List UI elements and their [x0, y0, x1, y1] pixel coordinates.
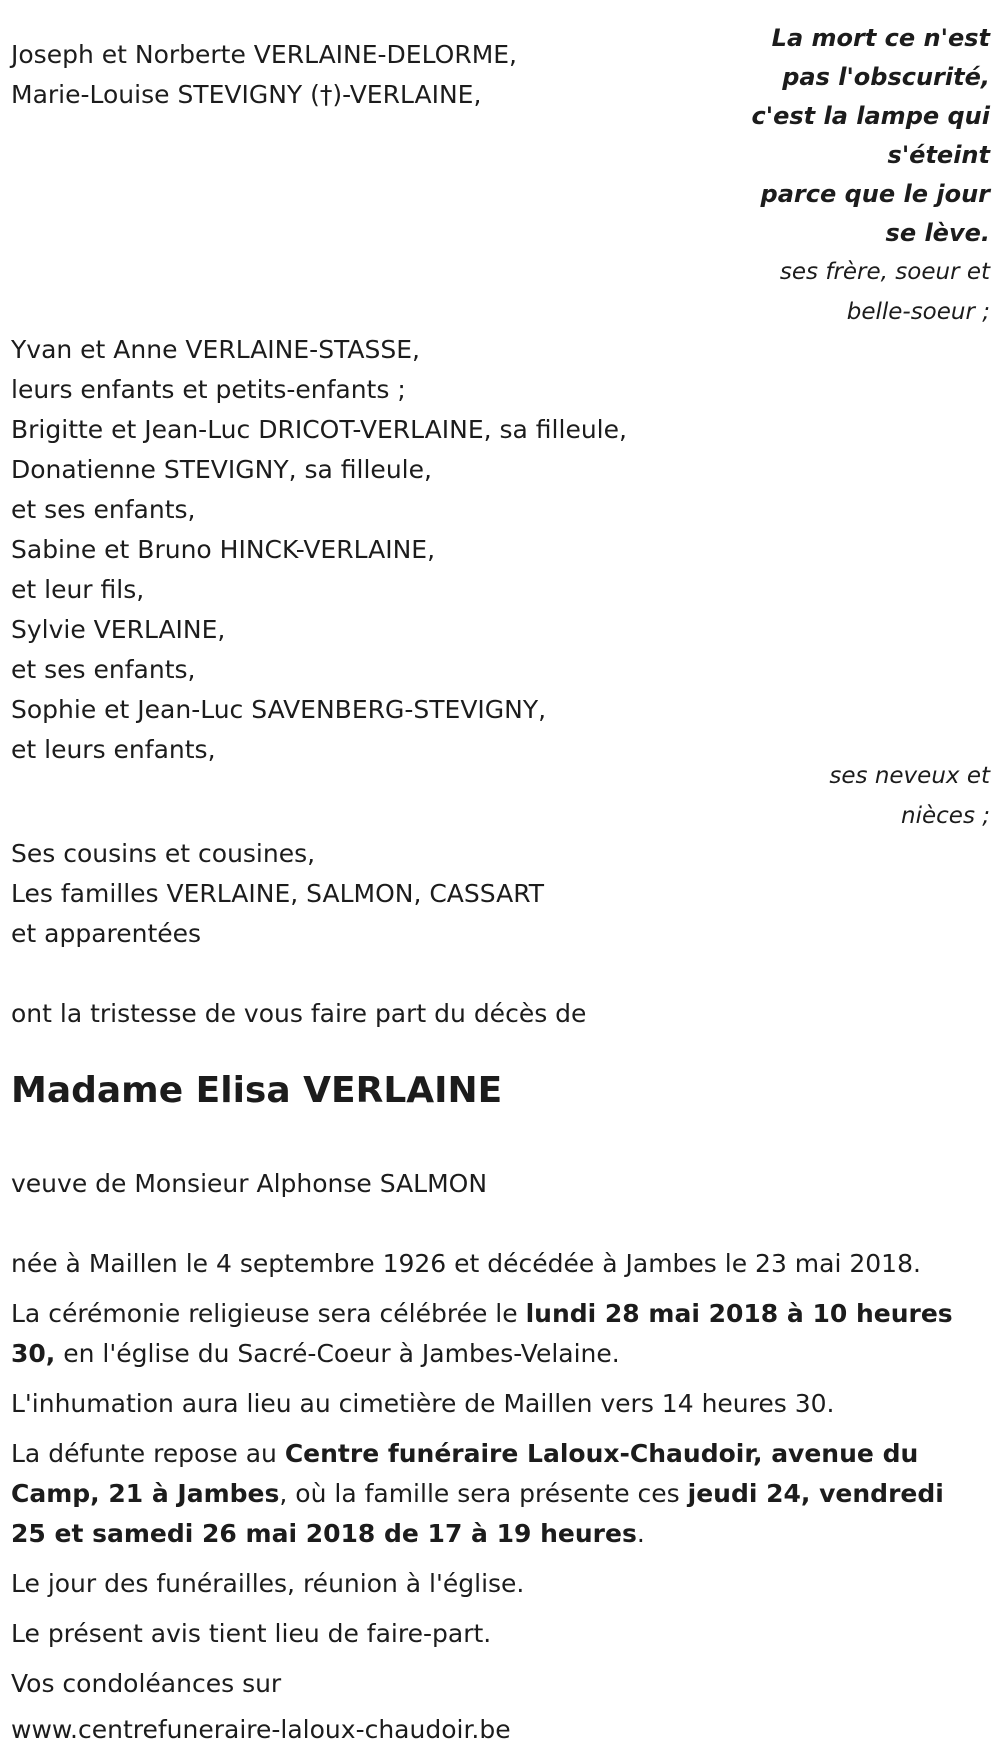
widow-of: veuve de Monsieur Alphonse SALMON: [11, 1169, 488, 1198]
family-line: et apparentées: [11, 919, 202, 948]
relation-line: belle-soeur ;: [846, 299, 990, 325]
family-line: et leurs enfants,: [11, 735, 216, 764]
ceremony-place: en l'église du Sacré-Coeur à Jambes-Velaine.: [55, 1339, 620, 1368]
family-line: Marie-Louise STEVIGNY (†)-VERLAINE,: [11, 80, 482, 109]
memorial-quote: [730, 19, 990, 253]
ceremony-paragraph: [11, 1294, 986, 1374]
family-line: Sabine et Bruno HINCK-VERLAINE,: [11, 535, 436, 564]
family-line: Les familles VERLAINE, SALMON, CASSART: [11, 879, 545, 908]
relation-line: ses neveux et: [829, 763, 990, 789]
quote-line: pas l'obscurité,: [782, 63, 990, 91]
relation-siblings: [730, 252, 990, 332]
family-line: et leur fils,: [11, 575, 145, 604]
quote-line: c'est la lampe qui: [751, 102, 990, 130]
relation-nephews: [730, 756, 990, 836]
family-line: Donatienne STEVIGNY, sa filleule,: [11, 455, 432, 484]
family-line: Sophie et Jean-Luc SAVENBERG-STEVIGNY,: [11, 695, 547, 724]
website-link[interactable]: www.centrefuneraire-laloux-chaudoir.be: [11, 1715, 511, 1744]
quote-line: parce que le jour: [760, 180, 990, 208]
resting-intro: La défunte repose au: [11, 1439, 285, 1468]
resting-paragraph: [11, 1434, 986, 1554]
condolences: Vos condoléances sur: [11, 1669, 282, 1698]
resting-dates: jeudi 24, vendredi 25 et samedi 26 mai 2018 de 17 à 19 heures: [11, 1479, 944, 1548]
quote-line: s'éteint: [887, 141, 990, 169]
quote-line: se lève.: [885, 219, 990, 247]
family-line: Ses cousins et cousines,: [11, 839, 316, 868]
resting-place: Centre funéraire Laloux-Chaudoir, avenue du Camp, 21 à Jambes: [11, 1439, 919, 1508]
notice: Le présent avis tient lieu de faire-part.: [11, 1619, 492, 1648]
birth-death: née à Maillen le 4 septembre 1926 et décédée à Jambes le 23 mai 2018.: [11, 1249, 921, 1278]
relation-line: nièces ;: [901, 803, 990, 829]
family-line: Joseph et Norberte VERLAINE-DELORME,: [11, 40, 518, 69]
family-line: Sylvie VERLAINE,: [11, 615, 226, 644]
deceased-name: Madame Elisa VERLAINE: [11, 1070, 503, 1111]
quote-line: La mort ce n'est: [771, 24, 990, 52]
relation-line: ses frère, soeur et: [779, 259, 990, 285]
family-line: et ses enfants,: [11, 655, 196, 684]
family-line: Yvan et Anne VERLAINE-STASSE,: [11, 335, 420, 364]
ceremony-intro: La cérémonie religieuse sera célébrée le: [11, 1299, 526, 1328]
resting-middle: , où la famille sera présente ces: [279, 1479, 688, 1508]
resting-end: .: [636, 1519, 645, 1548]
burial: L'inhumation aura lieu au cimetière de Maillen vers 14 heures 30.: [11, 1389, 835, 1418]
family-line: et ses enfants,: [11, 495, 196, 524]
family-line: leurs enfants et petits-enfants ;: [11, 375, 406, 404]
family-line: Brigitte et Jean-Luc DRICOT-VERLAINE, sa filleule,: [11, 415, 627, 444]
funeral-day: Le jour des funérailles, réunion à l'église.: [11, 1569, 525, 1598]
announcement: ont la tristesse de vous faire part du décès de: [11, 999, 587, 1028]
ceremony-datetime: lundi 28 mai 2018 à 10 heures 30,: [11, 1299, 953, 1368]
